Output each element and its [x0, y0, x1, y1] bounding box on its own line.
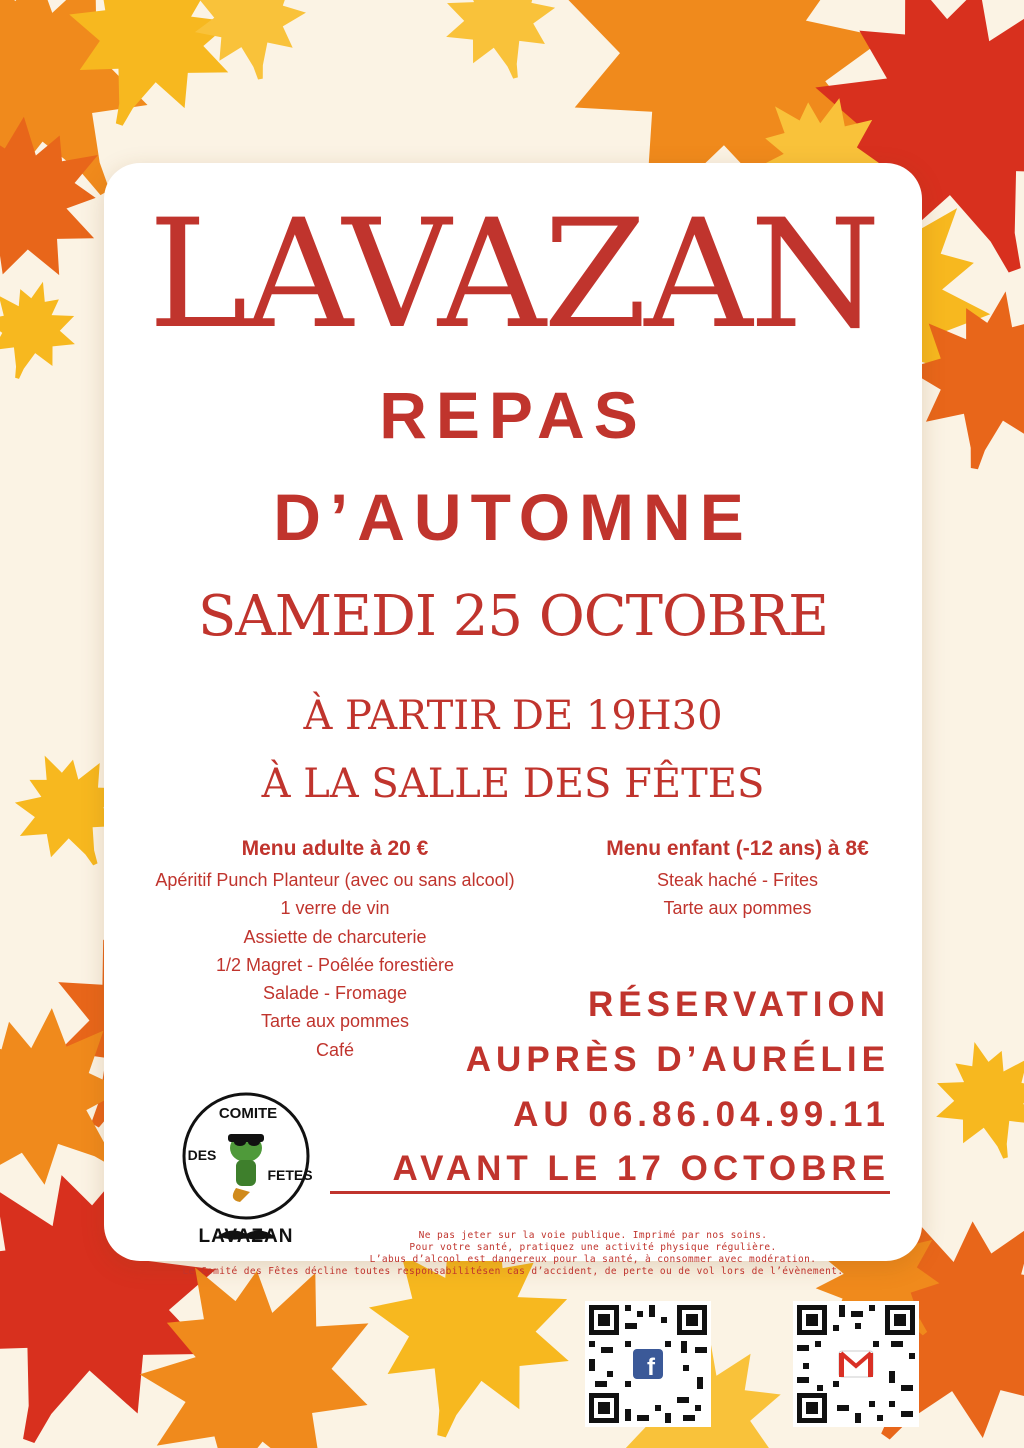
svg-text:f: f: [647, 1354, 655, 1381]
menu-child-item: Steak haché - Frites: [656, 870, 819, 890]
reservation-line2: AUPRÈS D’AURÉLIE: [465, 1040, 890, 1079]
menu-adult-item: Assiette de charcuterie: [243, 926, 427, 947]
menu-adult-item: Tarte aux pommes: [260, 1011, 410, 1032]
menu-adult-item: 1 verre de vin: [280, 898, 390, 919]
menu-adult-title: Menu adulte à 20 €: [241, 837, 429, 860]
event-time: À PARTIR DE 19H30: [303, 693, 723, 739]
qr-code-email[interactable]: [793, 1301, 919, 1427]
fine-print-line: L’abus d’alcool est dangereux pour la santé, à consommer avec modération.: [369, 1254, 817, 1265]
town-title: LAVAZAN: [148, 188, 878, 362]
menu-child-title: Menu enfant (-12 ans) à 8€: [606, 837, 869, 860]
gmail-icon: [839, 1351, 873, 1377]
event-date: SAMEDI 25 OCTOBRE: [197, 584, 829, 649]
fine-print: [104, 1230, 922, 1278]
menu-adult-item: Apéritif Punch Planteur (avec ou sans alcool): [155, 870, 515, 890]
event-title-line1: REPAS: [379, 378, 647, 452]
logo-name: LAVAZAN: [198, 1226, 294, 1247]
fine-print-line: Ne pas jeter sur la voie publique. Imprimé par nos soins.: [418, 1230, 768, 1241]
menu-adult: [130, 832, 540, 1064]
menu-adult-item: 1/2 Magret - Poêlée forestière: [215, 954, 455, 975]
logo-text-des: DES: [187, 1147, 217, 1163]
menu-adult-item: Café: [315, 1039, 355, 1060]
logo-text-comite: COMITE: [218, 1105, 278, 1122]
event-place: À LA SALLE DES FÊTES: [261, 761, 765, 807]
fine-print-line: Le Comité des Fêtes décline toutes responsabilitésen cas d’accident, de perte ou de vol lors de l’évènement.: [182, 1266, 844, 1277]
logo-text-fetes: FETES: [267, 1167, 313, 1183]
menu-child: [560, 832, 915, 923]
event-title-line2: D’AUTOMNE: [273, 480, 753, 554]
menu-adult-item: Salade - Fromage: [262, 983, 408, 1004]
reservation-phone: AU 06.86.04.99.11: [513, 1095, 890, 1134]
reservation-deadline: AVANT LE 17 OCTOBRE: [330, 1149, 890, 1194]
fine-print-line: Pour votre santé, pratiquez une activité physique régulière.: [409, 1242, 777, 1253]
facebook-icon: [633, 1349, 663, 1381]
qr-code-facebook[interactable]: [585, 1301, 711, 1427]
reservation-line1: RÉSERVATION: [588, 985, 890, 1024]
menu-child-item: Tarte aux pommes: [663, 898, 812, 919]
